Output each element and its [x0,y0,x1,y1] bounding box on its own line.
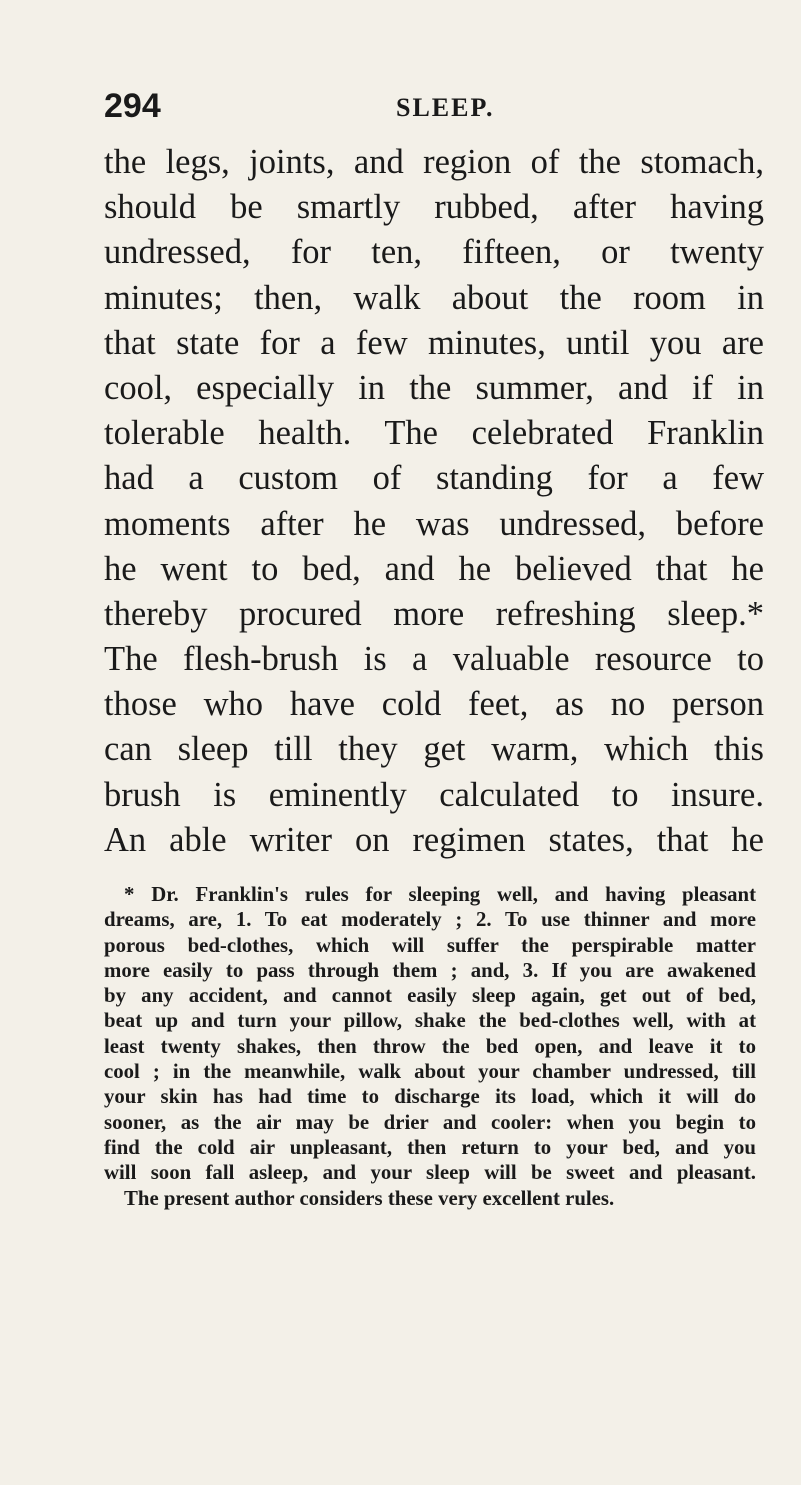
body-line: The flesh-brush is a valuable resource to [104,640,764,679]
body-line: should be smartly rubbed, after having [104,188,764,227]
body-line: moments after he was undressed, before [104,504,764,543]
body-line: can sleep till they get warm, which this [104,730,764,769]
page-number: 294 [104,87,161,125]
body-text [104,140,764,863]
footnote-line: more easily to pass through them ; and, 3. If you are awakened [104,958,756,982]
body-line: undressed, for ten, fifteen, or twenty [104,233,764,272]
footnote-line: find the cold air unpleasant, then return to your bed, and you [104,1135,756,1159]
body-line: he went to bed, and he believed that he [104,549,764,588]
footnote-line: your skin has had time to discharge its load, which it will do [104,1085,756,1109]
footnote-line: by any accident, and cannot easily sleep again, get out of bed, [104,984,756,1008]
body-line: An able writer on regimen states, that he [104,820,764,859]
body-line: had a custom of standing for a few [104,459,764,498]
body-line: tolerable health. The celebrated Franklin [104,414,764,453]
footnote-line: sooner, as the air may be drier and cooler: when you begin to [104,1110,756,1134]
body-line: brush is eminently calculated to insure. [104,775,764,814]
footnote-line: cool ; in the meanwhile, walk about your chamber undressed, till [104,1060,756,1084]
footnote-line: dreams, are, 1. To eat moderately ; 2. To use thinner and more [104,908,756,932]
body-line: minutes; then, walk about the room in [104,278,764,317]
footnote-line: * Dr. Franklin's rules for sleeping well, and having pleasant [124,883,756,906]
footnote-line: least twenty shakes, then throw the bed open, and leave it to [104,1034,756,1058]
footnote-line: will soon fall asleep, and your sleep will be sweet and pleasant. [104,1161,756,1185]
footnote-line: beat up and turn your pillow, shake the bed-clothes well, with at [104,1009,756,1033]
body-line: the legs, joints, and region of the stomach, [104,143,764,181]
body-line: those who have cold feet, as no person [104,685,764,724]
body-line: cool, especially in the summer, and if in [104,368,764,407]
page-header [104,86,744,130]
footnote-line: porous bed-clothes, which will suffer the perspirable matter [104,933,756,957]
body-line: thereby procured more refreshing sleep.* [104,594,764,633]
body-line: that state for a few minutes, until you are [104,323,764,362]
footnote [104,882,756,1211]
running-head: SLEEP. [396,93,495,122]
footnote-line: The present author considers these very excellent rules. [124,1186,615,1210]
